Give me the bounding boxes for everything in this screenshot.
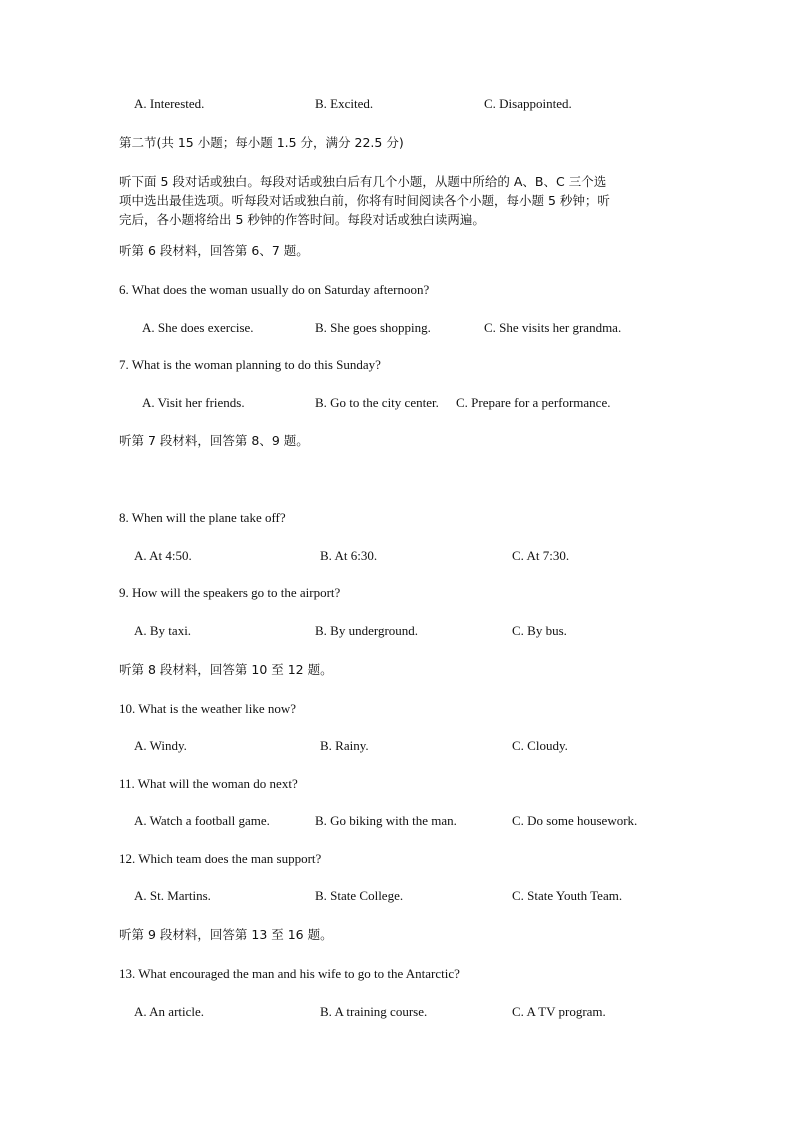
question-6: 6. What does the woman usually do on Saturday afternoon? — [119, 282, 430, 297]
question-9: 9. How will the speakers go to the airport? — [119, 585, 341, 600]
q12-option-c: C. State Youth Team. — [512, 888, 623, 903]
group-heading-6: 听第 6 段材料，回答第 6、7 题。 — [119, 243, 309, 258]
question-11: 11. What will the woman do next? — [119, 776, 298, 791]
instruction-line: 完后，各小题将给出 5 秒钟的作答时间。每段对话或独白读两遍。 — [119, 212, 485, 227]
q9-option-c: C. By bus. — [512, 623, 567, 638]
q11-option-b: B. Go biking with the man. — [315, 813, 457, 828]
group-heading-8: 听第 8 段材料，回答第 10 至 12 题。 — [119, 662, 333, 677]
q9-option-a: A. By taxi. — [134, 623, 192, 638]
section-title: 第二节(共 15 小题；每小题 1.5 分，满分 22.5 分) — [119, 135, 404, 150]
q7-option-b: B. Go to the city center. — [315, 395, 439, 410]
question-10: 10. What is the weather like now? — [119, 701, 297, 716]
q7-option-c: C. Prepare for a performance. — [456, 395, 611, 410]
q5-option-c: C. Disappointed. — [484, 96, 572, 111]
question-13: 13. What encouraged the man and his wife to go to the Antarctic? — [119, 966, 460, 981]
question-7: 7. What is the woman planning to do this Sunday? — [119, 357, 381, 372]
q13-option-a: A. An article. — [134, 1004, 205, 1019]
q13-option-b: B. A training course. — [320, 1004, 428, 1019]
group-heading-7: 听第 7 段材料，回答第 8、9 题。 — [119, 433, 309, 448]
q7-option-a: A. Visit her friends. — [142, 395, 245, 410]
q6-option-a: A. She does exercise. — [142, 320, 254, 335]
q10-option-c: C. Cloudy. — [512, 738, 568, 753]
question-12: 12. Which team does the man support? — [119, 851, 322, 866]
q9-option-b: B. By underground. — [315, 623, 419, 638]
q6-option-b: B. She goes shopping. — [315, 320, 431, 335]
q8-option-c: C. At 7:30. — [512, 548, 570, 563]
q6-option-c: C. She visits her grandma. — [484, 320, 622, 335]
instruction-line: 项中选出最佳选项。听每段对话或独白前，你将有时间阅读各个小题，每小题 5 秒钟；听 — [119, 193, 610, 208]
instruction-line: 听下面 5 段对话或独白。每段对话或独白后有几个小题，从题中所给的 A、B、C 三个选 — [119, 174, 607, 189]
q11-option-c: C. Do some housework. — [512, 813, 638, 828]
q5-option-b: B. Excited. — [315, 96, 374, 111]
q10-option-a: A. Windy. — [134, 738, 187, 753]
q8-option-b: B. At 6:30. — [320, 548, 378, 563]
q12-option-b: B. State College. — [315, 888, 404, 903]
q13-option-c: C. A TV program. — [512, 1004, 606, 1019]
q5-option-a: A. Interested. — [134, 96, 205, 111]
q12-option-a: A. St. Martins. — [134, 888, 211, 903]
q8-option-a: A. At 4:50. — [134, 548, 192, 563]
group-heading-9: 听第 9 段材料，回答第 13 至 16 题。 — [119, 927, 333, 942]
q11-option-a: A. Watch a football game. — [134, 813, 270, 828]
question-8: 8. When will the plane take off? — [119, 510, 286, 525]
q10-option-b: B. Rainy. — [320, 738, 369, 753]
